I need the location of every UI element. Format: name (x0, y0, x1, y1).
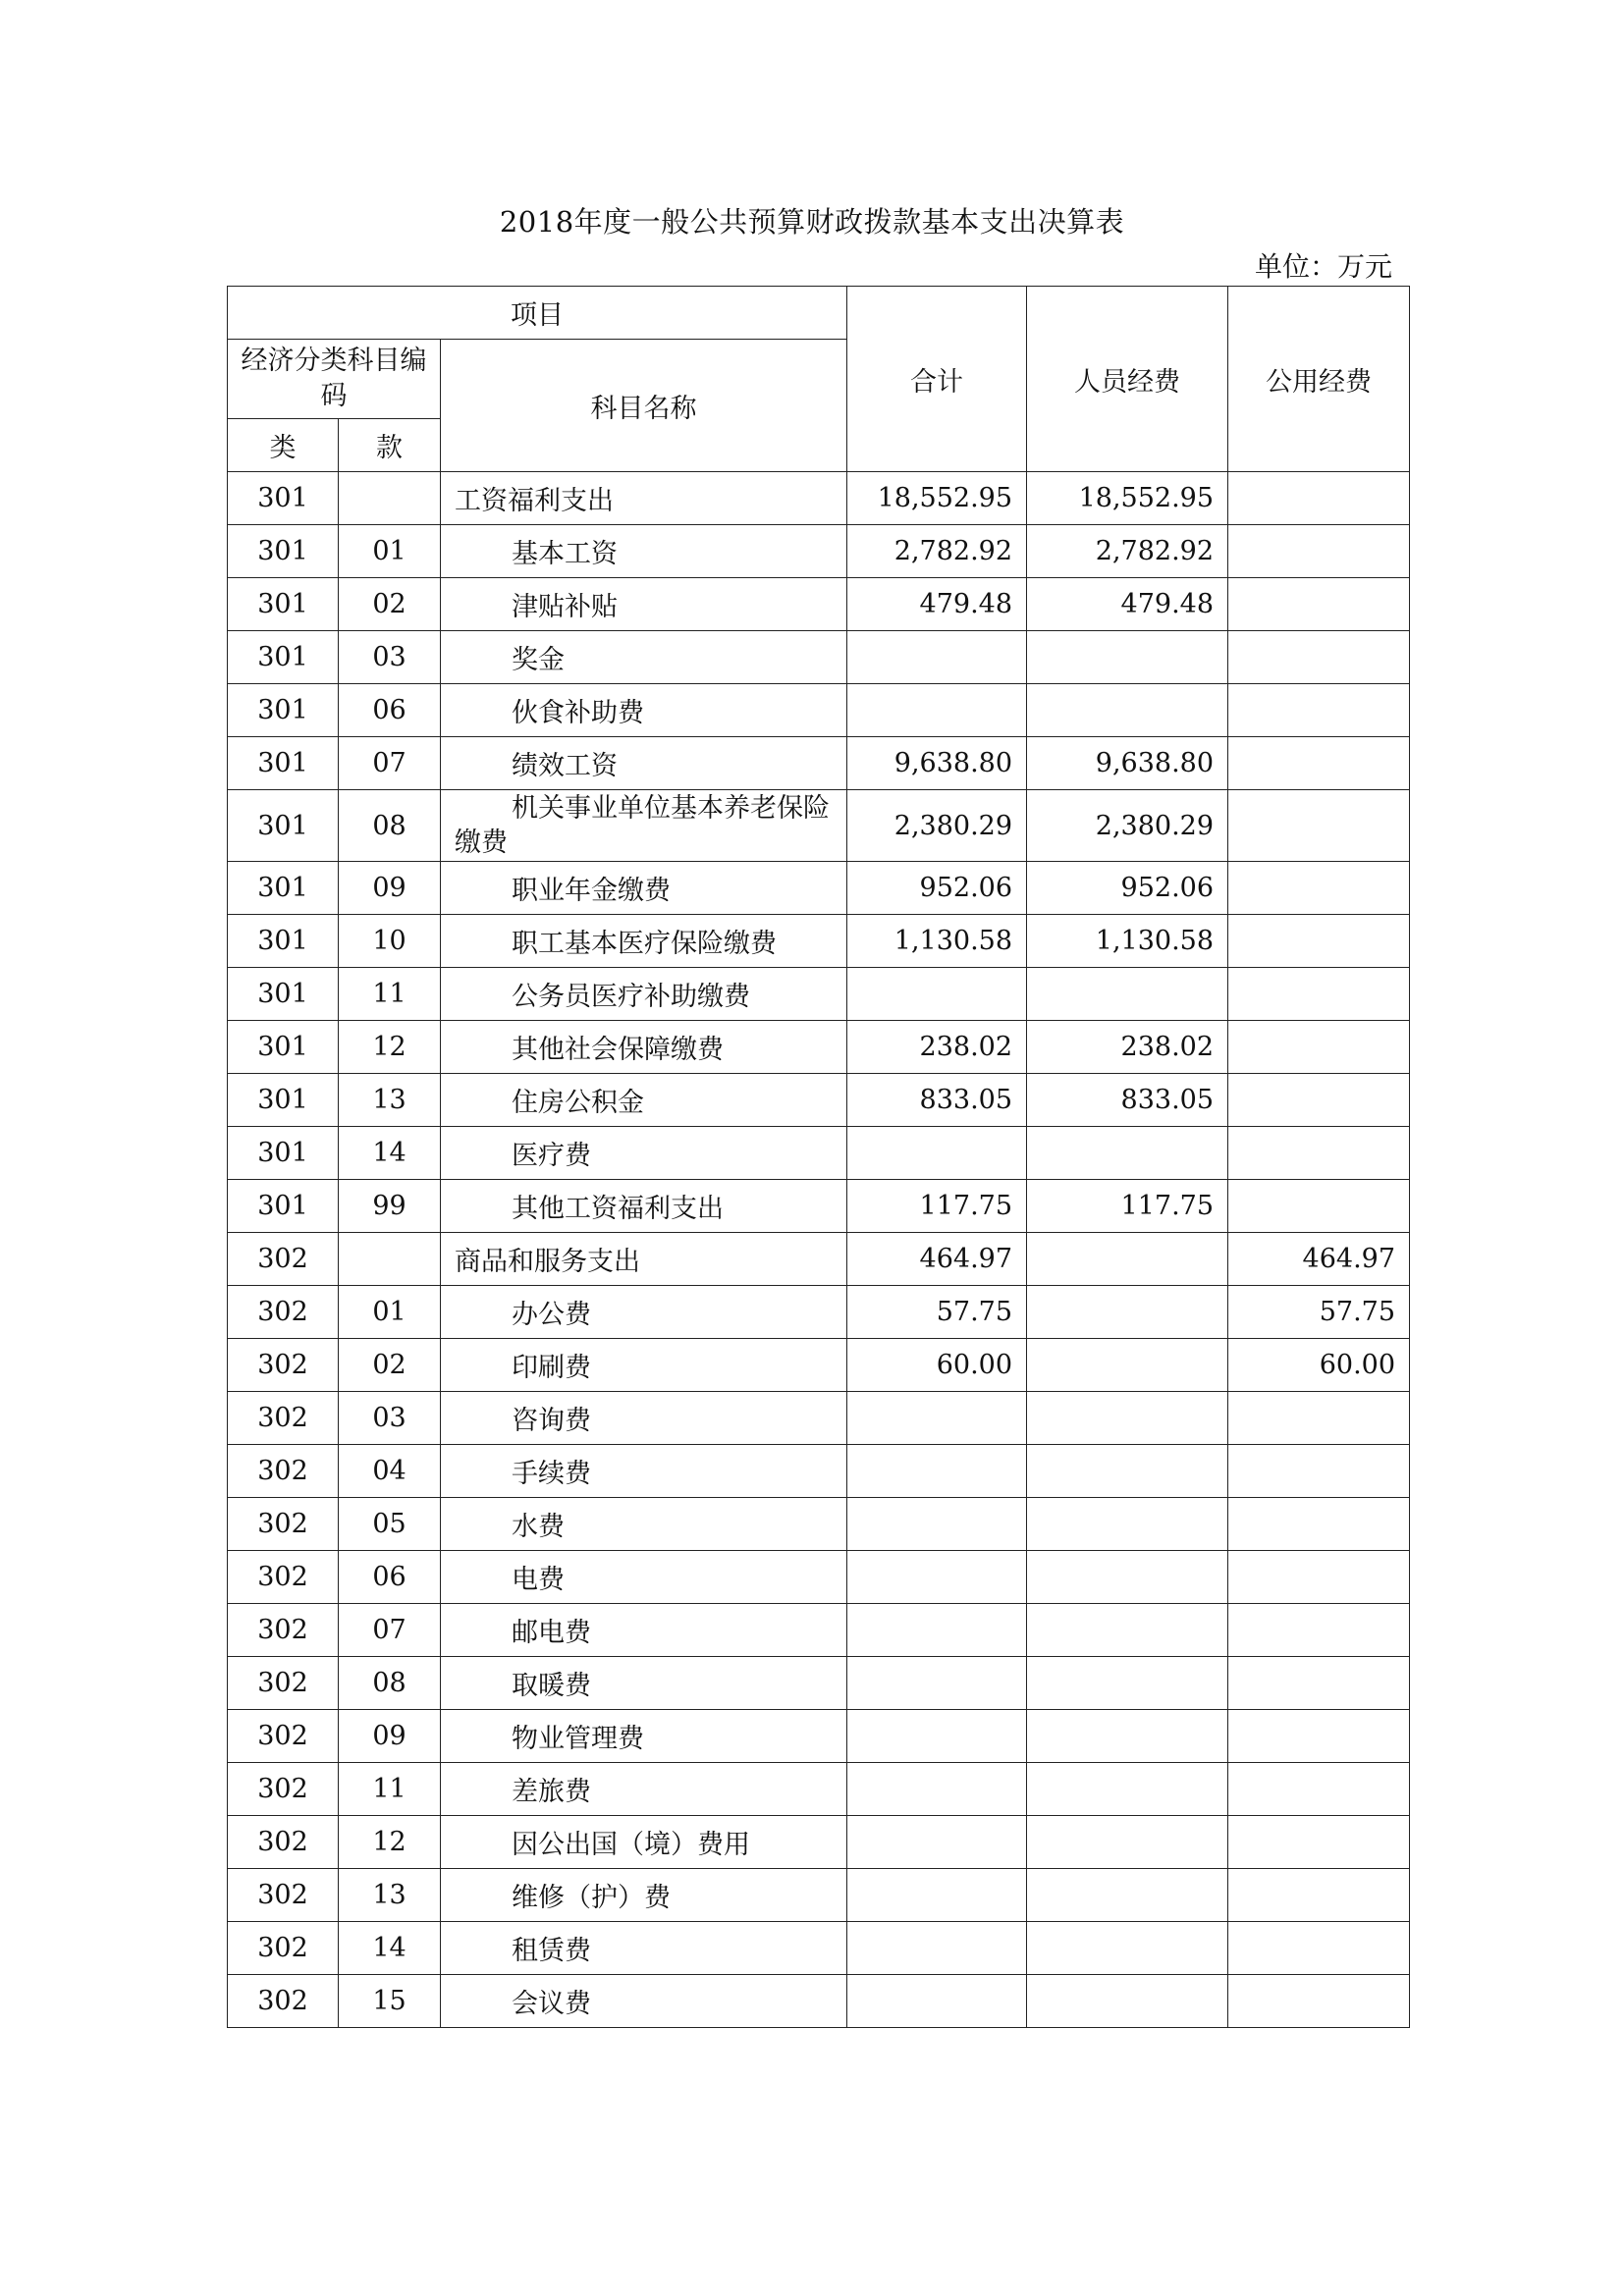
cell-name: 其他社会保障缴费 (441, 1021, 847, 1074)
cell-personnel (1027, 1869, 1228, 1922)
cell-personnel (1027, 968, 1228, 1021)
table-row (228, 1180, 1410, 1233)
table-row (228, 1869, 1410, 1922)
header-item: 项目 (228, 287, 847, 340)
cell-public (1228, 1816, 1410, 1869)
cell-lei: 301 (228, 862, 339, 915)
cell-personnel: 238.02 (1027, 1021, 1228, 1074)
cell-lei: 302 (228, 1975, 339, 2028)
cell-personnel (1027, 1392, 1228, 1445)
cell-kuan: 08 (339, 1657, 441, 1710)
cell-kuan: 11 (339, 1763, 441, 1816)
cell-personnel: 117.75 (1027, 1180, 1228, 1233)
cell-personnel (1027, 1975, 1228, 2028)
budget-table (227, 286, 1410, 2028)
cell-kuan: 11 (339, 968, 441, 1021)
cell-name: 咨询费 (441, 1392, 847, 1445)
table-row (228, 1498, 1410, 1551)
cell-personnel (1027, 1657, 1228, 1710)
header-kuan: 款 (339, 419, 441, 472)
cell-lei: 302 (228, 1710, 339, 1763)
cell-total (847, 1975, 1027, 2028)
table-row (228, 525, 1410, 578)
cell-name: 津贴补贴 (441, 578, 847, 631)
cell-public (1228, 1498, 1410, 1551)
cell-total (847, 1763, 1027, 1816)
cell-total (847, 1816, 1027, 1869)
cell-total: 18,552.95 (847, 472, 1027, 525)
cell-personnel (1027, 1339, 1228, 1392)
cell-lei: 302 (228, 1816, 339, 1869)
cell-public (1228, 1710, 1410, 1763)
table-row (228, 1021, 1410, 1074)
table-row (228, 684, 1410, 737)
cell-name: 伙食补助费 (441, 684, 847, 737)
cell-lei: 301 (228, 737, 339, 790)
cell-personnel (1027, 1710, 1228, 1763)
cell-kuan: 03 (339, 1392, 441, 1445)
cell-kuan: 04 (339, 1445, 441, 1498)
cell-lei: 301 (228, 684, 339, 737)
cell-total (847, 1869, 1027, 1922)
cell-public (1228, 1392, 1410, 1445)
cell-total: 238.02 (847, 1021, 1027, 1074)
cell-lei: 301 (228, 578, 339, 631)
cell-lei: 301 (228, 1021, 339, 1074)
cell-total: 479.48 (847, 578, 1027, 631)
cell-personnel: 1,130.58 (1027, 915, 1228, 968)
cell-total: 117.75 (847, 1180, 1027, 1233)
cell-personnel (1027, 1286, 1228, 1339)
cell-kuan: 15 (339, 1975, 441, 2028)
cell-total (847, 1445, 1027, 1498)
table-row (228, 578, 1410, 631)
cell-total (847, 1922, 1027, 1975)
header-total: 合计 (847, 287, 1027, 472)
cell-kuan: 12 (339, 1021, 441, 1074)
cell-name: 其他工资福利支出 (441, 1180, 847, 1233)
cell-lei: 302 (228, 1869, 339, 1922)
cell-lei: 302 (228, 1922, 339, 1975)
cell-kuan: 07 (339, 1604, 441, 1657)
cell-personnel (1027, 1498, 1228, 1551)
cell-personnel: 952.06 (1027, 862, 1228, 915)
cell-personnel (1027, 1127, 1228, 1180)
cell-name: 医疗费 (441, 1127, 847, 1180)
cell-public (1228, 1975, 1410, 2028)
cell-public (1228, 790, 1410, 862)
cell-personnel (1027, 1763, 1228, 1816)
cell-total: 952.06 (847, 862, 1027, 915)
table-row (228, 1763, 1410, 1816)
cell-name: 物业管理费 (441, 1710, 847, 1763)
cell-personnel: 18,552.95 (1027, 472, 1228, 525)
cell-name: 基本工资 (441, 525, 847, 578)
table-row (228, 1657, 1410, 1710)
cell-total: 1,130.58 (847, 915, 1027, 968)
cell-lei: 302 (228, 1445, 339, 1498)
cell-lei: 301 (228, 631, 339, 684)
cell-name: 机关事业单位基本养老保险缴费 (441, 790, 847, 862)
cell-name: 差旅费 (441, 1763, 847, 1816)
table-row (228, 1922, 1410, 1975)
cell-name: 水费 (441, 1498, 847, 1551)
cell-name: 住房公积金 (441, 1074, 847, 1127)
table-row (228, 1392, 1410, 1445)
unit-label: 单位：万元 (1254, 250, 1392, 283)
cell-kuan: 99 (339, 1180, 441, 1233)
cell-lei: 302 (228, 1604, 339, 1657)
cell-name: 取暖费 (441, 1657, 847, 1710)
cell-public (1228, 631, 1410, 684)
table-row (228, 1339, 1410, 1392)
cell-total (847, 1710, 1027, 1763)
cell-public (1228, 684, 1410, 737)
cell-public (1228, 578, 1410, 631)
header-lei: 类 (228, 419, 339, 472)
cell-total (847, 1392, 1027, 1445)
cell-lei: 301 (228, 1074, 339, 1127)
cell-name: 职工基本医疗保险缴费 (441, 915, 847, 968)
cell-name: 办公费 (441, 1286, 847, 1339)
table-row (228, 1975, 1410, 2028)
cell-public (1228, 1922, 1410, 1975)
cell-public (1228, 737, 1410, 790)
cell-name: 手续费 (441, 1445, 847, 1498)
cell-personnel: 833.05 (1027, 1074, 1228, 1127)
cell-total (847, 1551, 1027, 1604)
cell-lei: 302 (228, 1657, 339, 1710)
cell-kuan: 13 (339, 1074, 441, 1127)
cell-public (1228, 1604, 1410, 1657)
cell-lei: 302 (228, 1551, 339, 1604)
cell-lei: 301 (228, 790, 339, 862)
cell-kuan: 06 (339, 684, 441, 737)
header-personnel: 人员经费 (1027, 287, 1228, 472)
table-row (228, 737, 1410, 790)
cell-name: 商品和服务支出 (441, 1233, 847, 1286)
cell-kuan: 14 (339, 1127, 441, 1180)
cell-kuan: 09 (339, 862, 441, 915)
cell-personnel: 479.48 (1027, 578, 1228, 631)
cell-lei: 301 (228, 525, 339, 578)
cell-public (1228, 1551, 1410, 1604)
table-row (228, 790, 1410, 862)
table-row (228, 1233, 1410, 1286)
cell-kuan: 06 (339, 1551, 441, 1604)
cell-name: 会议费 (441, 1975, 847, 2028)
cell-kuan: 10 (339, 915, 441, 968)
cell-name: 工资福利支出 (441, 472, 847, 525)
cell-kuan: 14 (339, 1922, 441, 1975)
cell-lei: 302 (228, 1498, 339, 1551)
cell-total: 57.75 (847, 1286, 1027, 1339)
cell-public (1228, 862, 1410, 915)
cell-public: 57.75 (1228, 1286, 1410, 1339)
cell-lei: 301 (228, 1127, 339, 1180)
cell-lei: 301 (228, 968, 339, 1021)
cell-total: 60.00 (847, 1339, 1027, 1392)
cell-name: 印刷费 (441, 1339, 847, 1392)
cell-name: 公务员医疗补助缴费 (441, 968, 847, 1021)
table-row (228, 1127, 1410, 1180)
cell-kuan: 02 (339, 578, 441, 631)
cell-personnel (1027, 684, 1228, 737)
cell-total: 833.05 (847, 1074, 1027, 1127)
cell-total (847, 631, 1027, 684)
cell-personnel (1027, 1233, 1228, 1286)
cell-kuan: 02 (339, 1339, 441, 1392)
cell-kuan: 09 (339, 1710, 441, 1763)
cell-kuan: 13 (339, 1869, 441, 1922)
cell-kuan (339, 1233, 441, 1286)
cell-total (847, 968, 1027, 1021)
table-row (228, 1816, 1410, 1869)
cell-kuan: 03 (339, 631, 441, 684)
table-body (228, 287, 1410, 2028)
cell-personnel: 2,782.92 (1027, 525, 1228, 578)
cell-public (1228, 915, 1410, 968)
cell-public (1228, 1021, 1410, 1074)
table-row (228, 1074, 1410, 1127)
header-public: 公用经费 (1228, 287, 1410, 472)
cell-total: 464.97 (847, 1233, 1027, 1286)
table-row (228, 1551, 1410, 1604)
cell-lei: 301 (228, 472, 339, 525)
table-row (228, 1445, 1410, 1498)
cell-total: 2,782.92 (847, 525, 1027, 578)
cell-public: 464.97 (1228, 1233, 1410, 1286)
cell-total: 9,638.80 (847, 737, 1027, 790)
cell-lei: 301 (228, 1180, 339, 1233)
cell-lei: 302 (228, 1286, 339, 1339)
cell-lei: 302 (228, 1233, 339, 1286)
cell-name: 奖金 (441, 631, 847, 684)
cell-kuan: 07 (339, 737, 441, 790)
cell-name: 绩效工资 (441, 737, 847, 790)
table-row (228, 631, 1410, 684)
cell-public (1228, 472, 1410, 525)
table-row (228, 968, 1410, 1021)
table-row (228, 472, 1410, 525)
cell-lei: 301 (228, 915, 339, 968)
cell-total (847, 1604, 1027, 1657)
cell-personnel (1027, 1445, 1228, 1498)
table-row (228, 862, 1410, 915)
cell-lei: 302 (228, 1763, 339, 1816)
cell-kuan: 01 (339, 525, 441, 578)
cell-public (1228, 1763, 1410, 1816)
cell-public (1228, 1074, 1410, 1127)
page-title: 2018年度一般公共预算财政拨款基本支出决算表 (499, 205, 1125, 239)
cell-public: 60.00 (1228, 1339, 1410, 1392)
cell-public (1228, 1127, 1410, 1180)
cell-lei: 302 (228, 1392, 339, 1445)
cell-public (1228, 1445, 1410, 1498)
cell-public (1228, 968, 1410, 1021)
cell-personnel (1027, 1816, 1228, 1869)
cell-personnel (1027, 1922, 1228, 1975)
cell-kuan: 08 (339, 790, 441, 862)
cell-personnel (1027, 1551, 1228, 1604)
cell-name: 租赁费 (441, 1922, 847, 1975)
cell-name: 邮电费 (441, 1604, 847, 1657)
table-row (228, 915, 1410, 968)
table-row (228, 1286, 1410, 1339)
cell-public (1228, 1869, 1410, 1922)
cell-total (847, 1498, 1027, 1551)
cell-kuan: 05 (339, 1498, 441, 1551)
cell-public (1228, 525, 1410, 578)
cell-kuan: 12 (339, 1816, 441, 1869)
cell-kuan (339, 472, 441, 525)
cell-kuan: 01 (339, 1286, 441, 1339)
cell-total (847, 1657, 1027, 1710)
cell-total: 2,380.29 (847, 790, 1027, 862)
cell-total (847, 684, 1027, 737)
cell-personnel (1027, 1604, 1228, 1657)
cell-name: 电费 (441, 1551, 847, 1604)
cell-total (847, 1127, 1027, 1180)
cell-name: 职业年金缴费 (441, 862, 847, 915)
header-code: 经济分类科目编码 (228, 340, 441, 419)
table-row (228, 1710, 1410, 1763)
cell-public (1228, 1180, 1410, 1233)
cell-lei: 302 (228, 1339, 339, 1392)
table-row (228, 1604, 1410, 1657)
header-row-1 (228, 287, 1410, 340)
cell-name: 因公出国（境）费用 (441, 1816, 847, 1869)
cell-personnel: 2,380.29 (1027, 790, 1228, 862)
cell-personnel: 9,638.80 (1027, 737, 1228, 790)
header-name: 科目名称 (441, 340, 847, 472)
cell-name: 维修（护）费 (441, 1869, 847, 1922)
cell-public (1228, 1657, 1410, 1710)
cell-personnel (1027, 631, 1228, 684)
